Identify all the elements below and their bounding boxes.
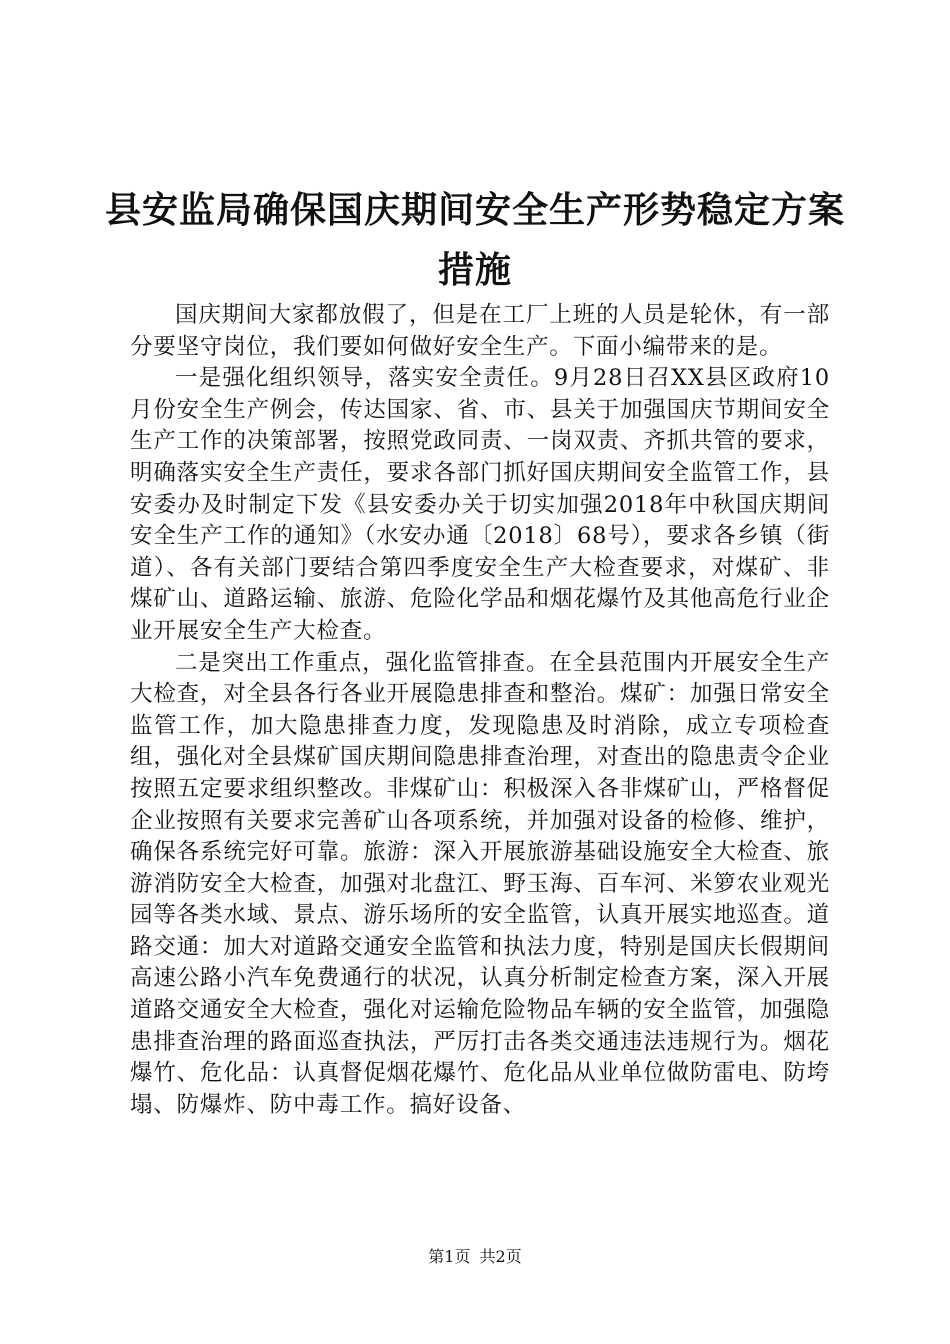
document-body (130, 300, 830, 1121)
page-number-total: 共2页 (479, 1247, 522, 1266)
document-title: 县安监局确保国庆期间安全生产形势稳定方案措施 (104, 189, 845, 291)
page-number-current: 第1页 (428, 1247, 471, 1266)
page-footer (0, 1244, 950, 1267)
paragraph-point-one: 一是强化组织领导，落实安全责任。9月28日召XX县区政府10月份安全生产例会，传达国家、省、市、县关于加强国庆节期间安全生产工作的决策部署，按照党政同责、一岗双责、齐抓共管的要求，明确落实安全生产责任，要求各部门抓好国庆期间安全监管工作，县安委办及时制定下发《县安委办关于切实加强2018年中秋国庆期间安全生产工作的通知》（水安办通〔2018〕68号），要求各乡镇（街道）、各有关部门要结合第四季度安全生产大检查要求，对煤矿、非煤矿山、道路运输、旅游、危险化学品和烟花爆竹及其他高危行业企业开展安全生产大检查。 (130, 365, 830, 644)
paragraph-intro: 国庆期间大家都放假了，但是在工厂上班的人员是轮休，有一部分要坚守岗位，我们要如何做好安全生产。下面小编带来的是。 (130, 302, 830, 360)
paragraph-point-two: 二是突出工作重点，强化监管排查。在全县范围内开展安全生产大检查，对全县各行各业开展隐患排查和整治。煤矿：加强日常安全监管工作，加大隐患排查力度，发现隐患及时消除，成立专项检查组，强化对全县煤矿国庆期间隐患排查治理，对查出的隐患责令企业按照五定要求组织整改。非煤矿山：积极深入各非煤矿山，严格督促企业按照有关要求完善矿山各项系统，并加强对设备的检修、维护，确保各系统完好可靠。旅游：深入开展旅游基础设施安全大检查、旅游消防安全大检查，加强对北盘江、野玉海、百车河、米箩农业观光园等各类水域、景点、游乐场所的安全监管，认真开展实地巡查。道路交通：加大对道路交通安全监管和执法力度，特别是国庆长假期间高速公路小汽车免费通行的状况，认真分析制定检查方案，深入开展道路交通安全大检查，强化对运输危险物品车辆的安全监管，加强隐患排查治理的路面巡查执法，严厉打击各类交通违法违规行为。烟花爆竹、危化品：认真督促烟花爆竹、危化品从业单位做防雷电、防垮塌、防爆炸、防中毒工作。搞好设备、 (130, 649, 830, 1118)
